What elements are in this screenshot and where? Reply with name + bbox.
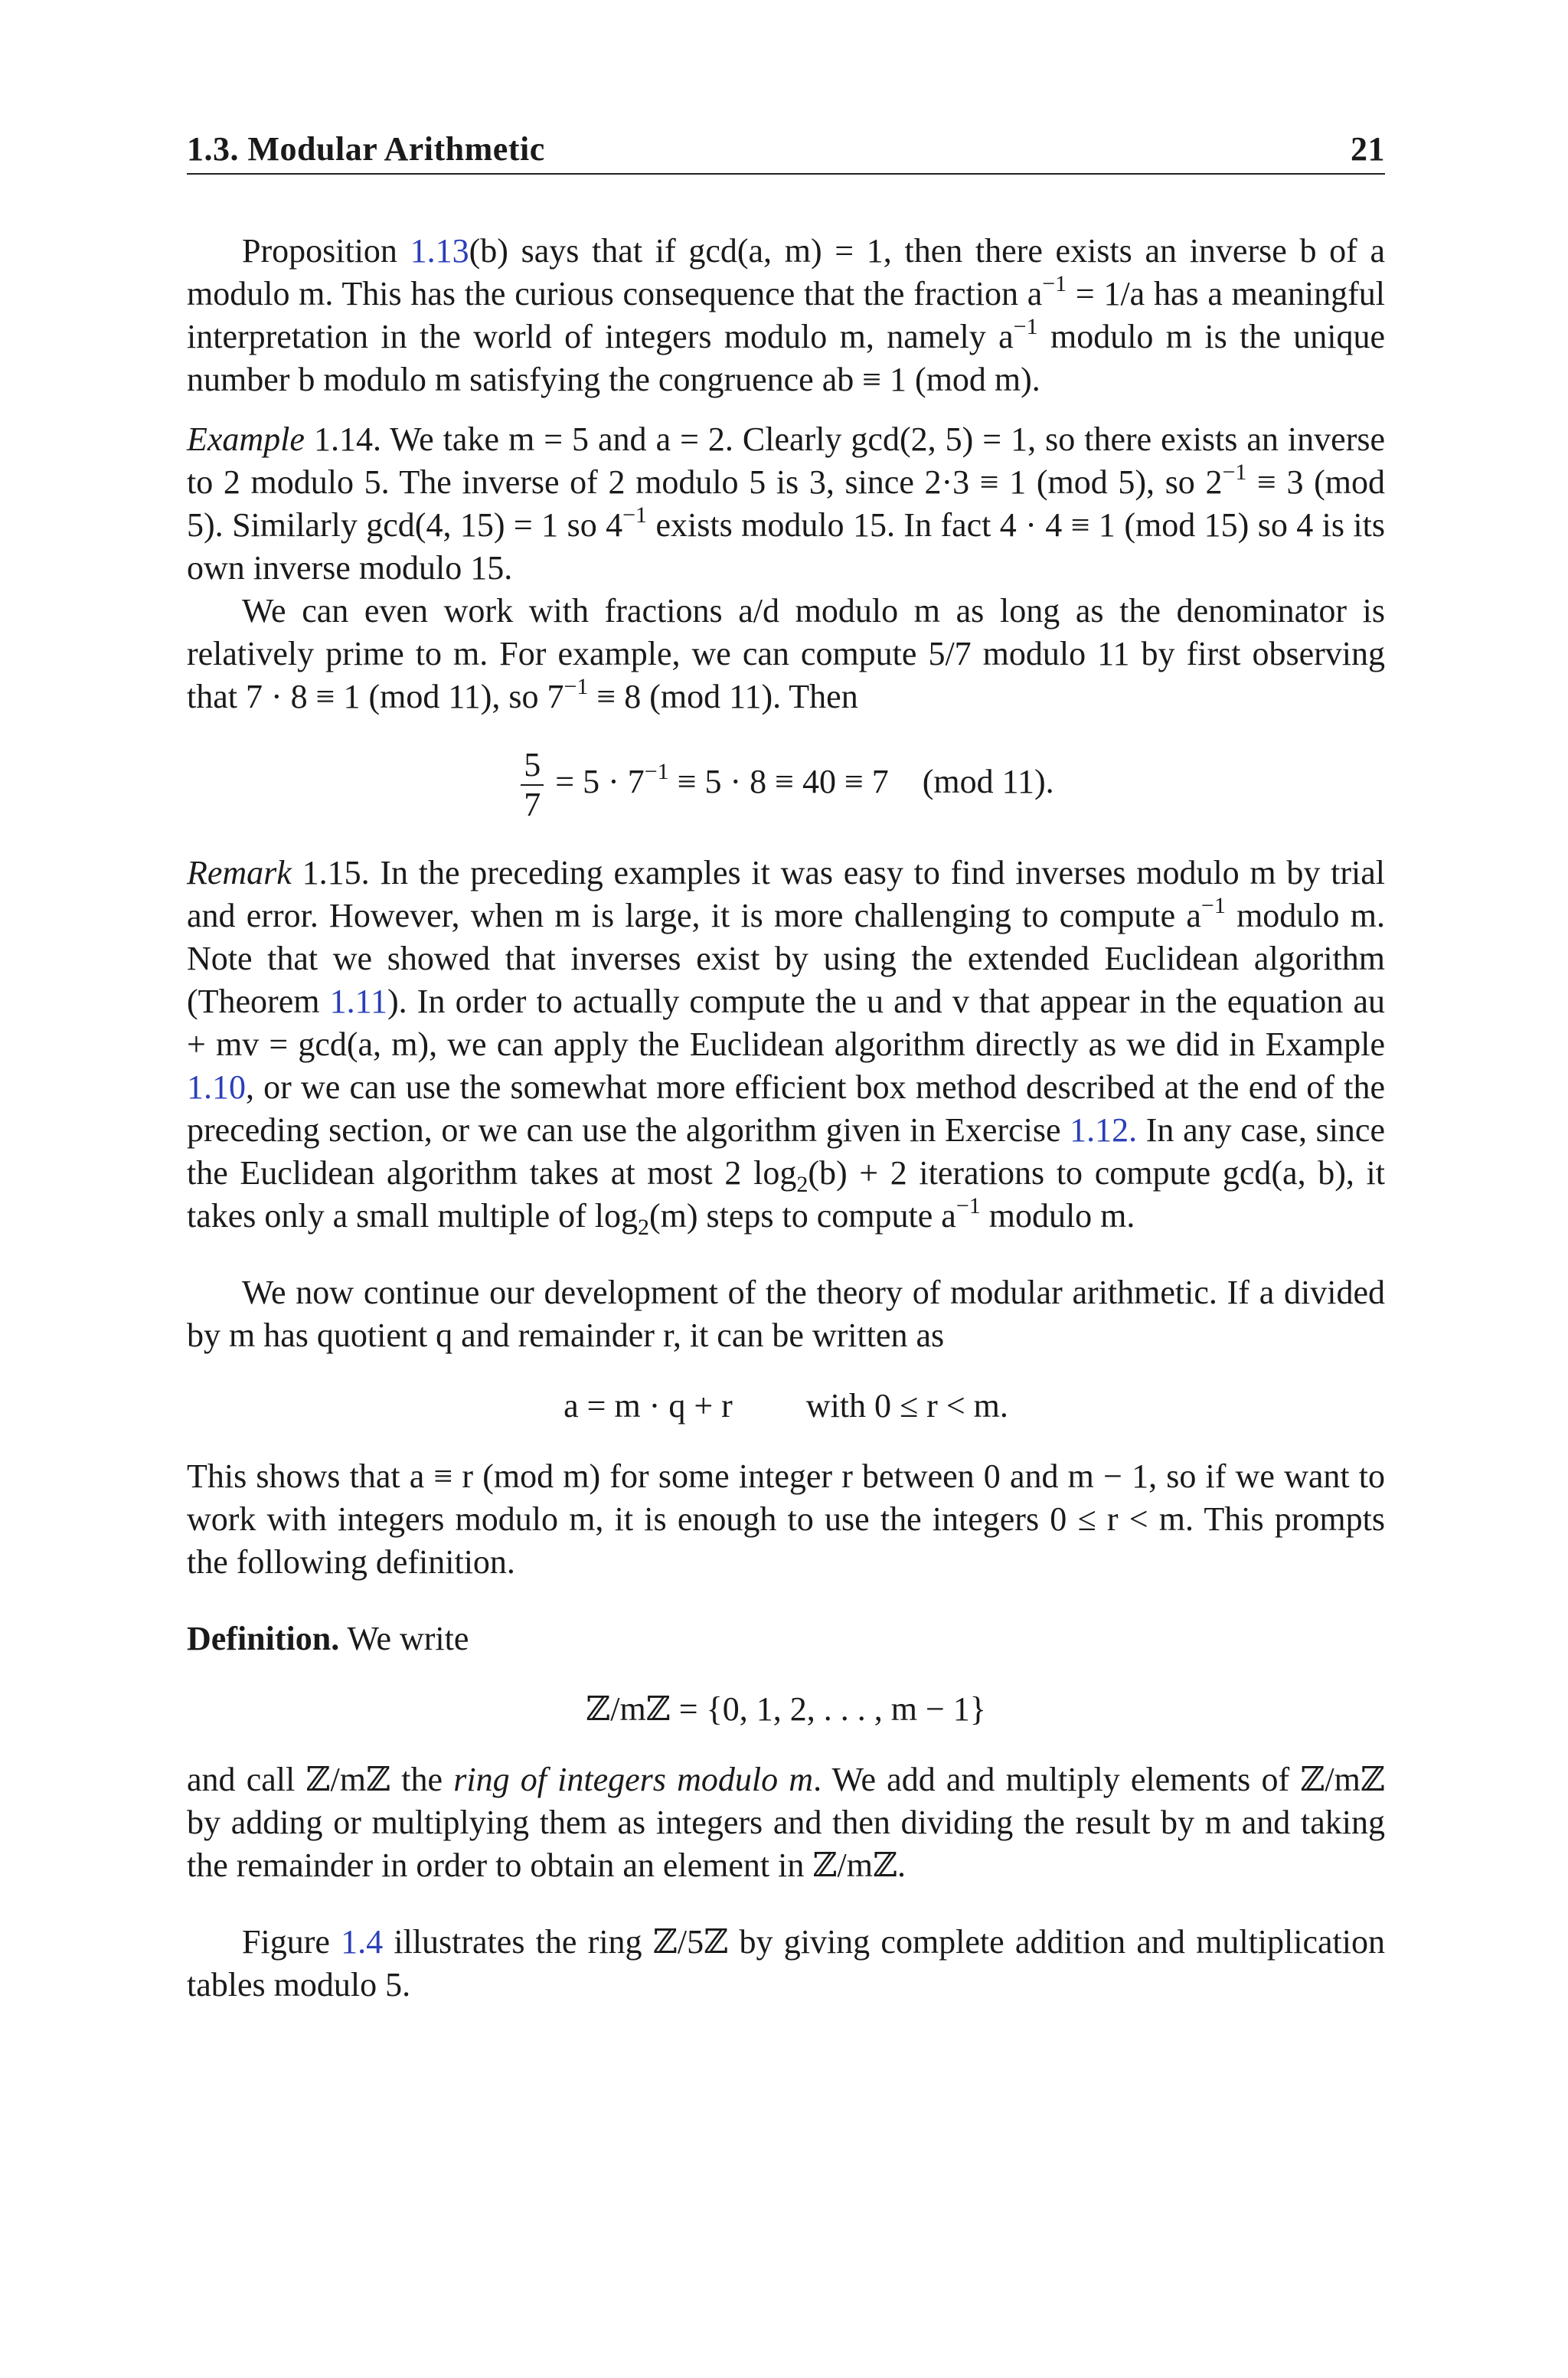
paragraph-fractions: We can even work with fractions a/d modulo m as long as the denominator is relatively prime to m. For example, we can compute 5/7 modulo 11 by first observing that 7 · 8 ≡ 1 (mod 11), so $7^{-1} \equiv 8$ (mod 11). Then (187, 592, 1385, 715)
paragraph-figure: Figure 1.4 illustrates the ring ℤ/5ℤ by giving complete addition and multiplication tables modulo 5. (187, 1923, 1385, 2003)
paragraph-continue: We now continue our development of the theory of modular arithmetic. If a divided by m has quotient q and remainder r, it can be written as (187, 1274, 1385, 1354)
paragraph-shows: This shows that a ≡ r (mod m) for some integer r between 0 and m − 1, so if we want to work with integers modulo m, it is enough to use the integers 0 ≤ r < m. This prompts the following definition. (187, 1457, 1385, 1581)
link-fig-1-4[interactable]: 1.4 (341, 1923, 384, 1961)
display-equation-1: $\frac{5}{7}$ = $5 \cdot 7^{-1} \equiv 5 \cdot 8 \equiv 40 \equiv 7$ (mod 11). (187, 746, 1385, 824)
link-exer-1-12[interactable]: 1.12. (1070, 1111, 1138, 1149)
display-equation-3: ℤ/mℤ = {0, 1, 2, . . . , m − 1} (586, 1690, 986, 1728)
definition: Definition. We write (187, 1620, 469, 1657)
running-header (187, 129, 1385, 175)
remark-label: Remark (187, 854, 292, 891)
page-body (187, 230, 1385, 2007)
emphasis-ring: ring of integers modulo m (453, 1761, 814, 1798)
remark-1-15: Remark 1.15. In the preceding examples it was easy to find inverses modulo m by trial and error. However, when m is large, it is more challenging to compute $a^{-1}$ modulo m. Note that we showed that inverses exist by using the extended Euclidean algorithm (Theorem 1.11). In order to actually compute the u and v that appear in the equation au + mv = gcd(a, m), we can apply the Euclidean algorithm directly as we did in Example 1.10, or we can use the somewhat more efficient box method described at the end of the preceding section, or we can use the algorithm given in Exercise 1.12. In any case, since the Euclidean algorithm takes at most 2 $\log_2(b) + 2$ iterations to compute gcd(a, b), it takes only a small multiple of $\log_2(m)$ steps to compute $a^{-1}$ modulo m. (187, 854, 1385, 1240)
display-equation-2: a = m · q + r with 0 ≤ r < m. (564, 1387, 1008, 1425)
section-title: 1.3. Modular Arithmetic (187, 130, 545, 168)
paragraph-ring: and call ℤ/mℤ the ring of integers modulo m. We add and multiply elements of ℤ/mℤ by adding or multiplying them as integers and then dividing the result by m and taking the remainder in order to obtain an element in ℤ/mℤ. (187, 1761, 1385, 1884)
page-number: 21 (1351, 130, 1385, 168)
example-1-14: Example 1.14. We take m = 5 and a = 2. Clearly gcd(2, 5) = 1, so there exists an inverse to 2 modulo 5. The inverse of 2 modulo 5 is 3, since 2·3 ≡ 1 (mod 5), so $2^{-1} \equiv 3$ (mod 5). Similarly gcd(4, 15) = 1 so $4^{-1}$ exists modulo 15. In fact 4 · 4 ≡ 1 (mod 15) so 4 is its own inverse modulo 15. (187, 420, 1385, 587)
link-thm-1-11[interactable]: 1.11 (329, 983, 387, 1020)
link-prop-1-13[interactable]: 1.13 (410, 232, 469, 270)
paragraph-proposition: Proposition 1.13(b) says that if gcd(a, m) = 1, then there exists an inverse b of a modulo m. This has the curious consequence that the fraction $a^{-1} = 1/a$ has a meaningful interpretation in the world of integers modulo m, namely $a^{-1}$ modulo m is the unique number b modulo m satisfying the congruence ab ≡ 1 (mod m). (187, 232, 1386, 398)
example-label: Example (187, 420, 305, 458)
link-ex-1-10[interactable]: 1.10 (187, 1068, 246, 1106)
definition-label: Definition. (187, 1620, 340, 1657)
fraction: $\frac{5}{7}$ (521, 746, 544, 824)
